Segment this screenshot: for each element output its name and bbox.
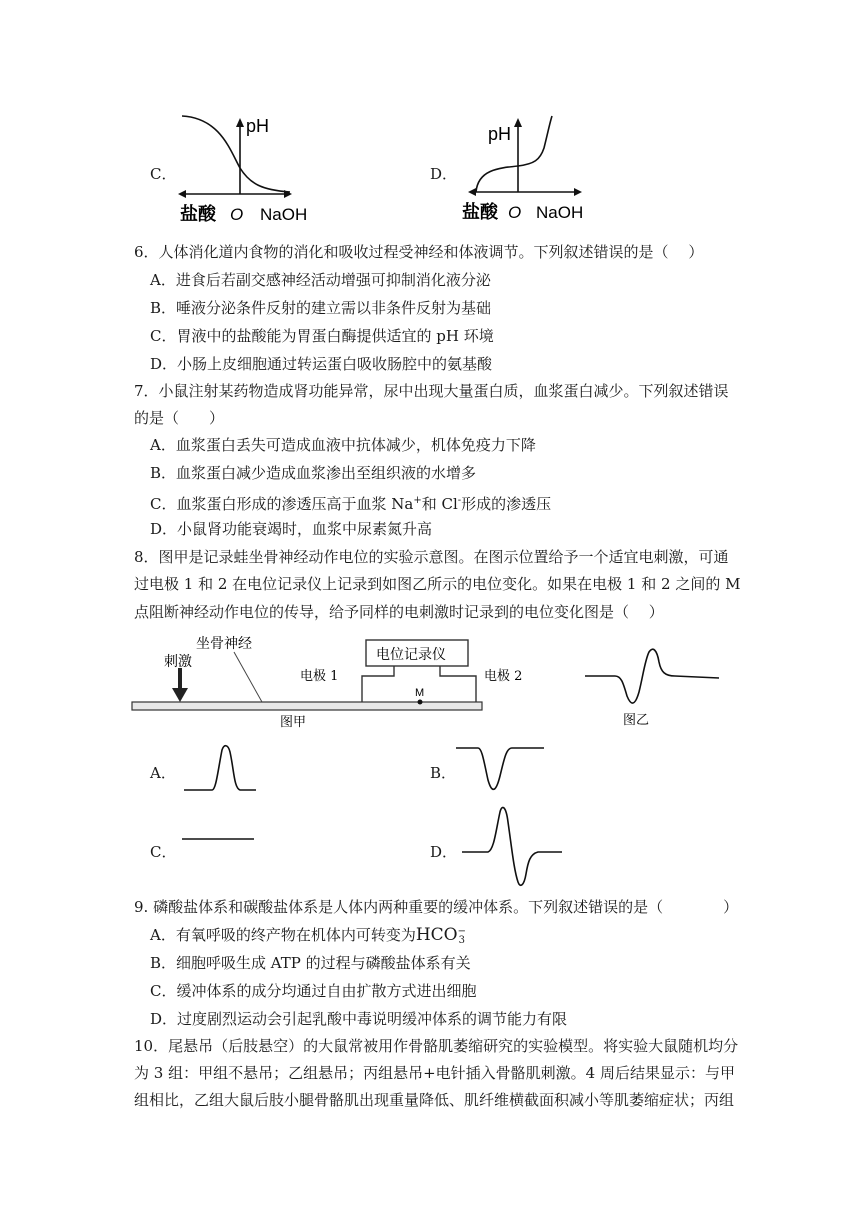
arrow-up-icon <box>236 118 244 127</box>
q8-option-d-waveform <box>458 800 568 892</box>
x-axis-right-label: NaOH <box>260 205 308 224</box>
arrow-left-icon <box>178 190 186 198</box>
q9-option-b: B．细胞呼吸生成 ATP 的过程与磷酸盐体系有关 <box>150 954 471 972</box>
nerve-label: 坐骨神经 <box>196 636 252 652</box>
q5-option-c-label: C． <box>150 165 177 183</box>
q7-stem-line2: 的是（ ） <box>134 409 225 427</box>
q7-stem-line1: 7．小鼠注射某药物造成肾功能异常，尿中出现大量蛋白质，血浆蛋白减少。下列叙述错误 <box>134 382 729 400</box>
x-axis-right-label: NaOH <box>536 203 584 222</box>
arrow-up-icon <box>514 118 522 127</box>
q9-option-a-prefix: A．有氧呼吸的终产物在机体内可转变为 <box>150 926 416 944</box>
x-axis-left-label: 盐酸 <box>462 202 498 223</box>
q9-option-a-formula: HCO <box>415 925 458 945</box>
q6-option-b: B．唾液分泌条件反射的建立需以非条件反射为基础 <box>150 299 492 317</box>
q5-option-d-graph <box>458 110 638 225</box>
arrow-right-icon <box>574 188 582 196</box>
q8-option-c-waveform <box>180 830 260 850</box>
q9-option-d: D．过度剧烈运动会引起乳酸中毒说明缓冲体系的调节能力有限 <box>150 1010 568 1028</box>
x-axis-left-label: 盐酸 <box>180 204 216 225</box>
electrode1-wire <box>362 666 394 702</box>
point-m-dot <box>418 700 423 705</box>
stimulus-label: 刺激 <box>164 654 192 670</box>
large-biphasic-waveform <box>462 807 562 885</box>
q9-option-a <box>150 925 466 945</box>
q7-option-c <box>150 491 551 514</box>
q8-option-b-label: B． <box>430 764 457 782</box>
arrow-left-icon <box>468 188 476 196</box>
figure-a-caption: 图甲 <box>280 715 307 730</box>
q8-stem-line2: 过电极 1 和 2 在电位记录仪上记录到如图乙所示的电位变化。如果在电极 1 和 2 之间的 M <box>134 575 741 593</box>
y-axis-label: pH <box>488 124 512 144</box>
q6-option-c: C．胃液中的盐酸能为胃蛋白酶提供适宜的 pH 环境 <box>150 327 494 345</box>
q10-line1: 10．尾悬吊（后肢悬空）的大鼠常被用作骨骼肌萎缩研究的实验模型。将实验大鼠随机均分 <box>134 1037 739 1055</box>
q8-option-a-label: A． <box>150 764 176 782</box>
q7-option-d: D．小鼠肾功能衰竭时，血浆中尿素氮升高 <box>150 520 433 538</box>
q8-option-d-label: D． <box>430 843 458 861</box>
biphasic-waveform <box>585 649 719 703</box>
q10-line2: 为 3 组：甲组不悬吊；乙组悬吊；丙组悬吊+电针插入骨骼肌刺激。4 周后结果显示：与甲 <box>134 1064 735 1082</box>
stimulus-arrow-icon <box>172 688 188 702</box>
sciatic-nerve-bar <box>132 702 482 710</box>
q7-option-c-suffix: 形成的渗透压 <box>461 495 552 513</box>
q7-option-a: A．血浆蛋白丢失可造成血液中抗体减少，机体免疫力下降 <box>150 436 536 454</box>
q10-line3: 组相比，乙组大鼠后肢小腿骨骼肌出现重量降低、肌纤维横截面积减小等肌萎缩症状；丙组 <box>134 1091 735 1109</box>
q9-option-a-sup: − <box>457 926 467 937</box>
q7-option-c-sup2: - <box>457 495 462 506</box>
origin-label: O <box>230 205 244 224</box>
q9-stem: 9. 磷酸盐体系和碳酸盐体系是人体内两种重要的缓冲体系。下列叙述错误的是（ ） <box>134 898 739 916</box>
q5-option-d-label: D． <box>430 165 458 183</box>
ph-curve <box>182 116 290 192</box>
electrode2-label: 电极 2 <box>484 669 523 684</box>
figure-b-caption: 图乙 <box>623 713 650 728</box>
q7-option-b: B．血浆蛋白减少造成血浆渗出至组织液的水增多 <box>150 464 477 482</box>
nerve-leader-line <box>234 652 262 702</box>
q8-option-c-label: C． <box>150 843 177 861</box>
q9-option-a-sub: 3 <box>458 935 465 946</box>
q8-stem-line1: 8．图甲是记录蛙坐骨神经动作电位的实验示意图。在图示位置给予一个适宜电刺激，可通 <box>134 548 729 566</box>
q7-option-c-prefix: C．血浆蛋白形成的渗透压高于血浆 Na <box>150 495 414 513</box>
q5-option-c-graph <box>170 110 350 225</box>
y-axis-label: pH <box>246 116 270 136</box>
q8-option-a-waveform <box>180 740 260 796</box>
q6-option-a: A．进食后若副交感神经活动增强可抑制消化液分泌 <box>150 271 491 289</box>
electrode1-label: 电极 1 <box>300 669 339 684</box>
positive-spike <box>184 746 256 790</box>
q7-option-c-sup1: + <box>413 495 422 506</box>
electrode2-wire <box>440 666 476 702</box>
q8-figure-a <box>130 630 523 730</box>
q7-option-c-mid: 和 Cl <box>421 495 458 513</box>
point-m-label: M <box>415 687 425 699</box>
q8-option-b-waveform <box>452 740 552 796</box>
origin-label: O <box>508 203 522 222</box>
q6-stem: 6．人体消化道内食物的消化和吸收过程受神经和体液调节。下列叙述错误的是（ ） <box>134 243 704 261</box>
negative-spike <box>456 748 544 789</box>
q8-stem-line3: 点阻断神经动作电位的传导，给予同样的电刺激时记录到的电位变化图是（ ） <box>134 603 664 621</box>
q6-option-d: D．小肠上皮细胞通过转运蛋白吸收肠腔中的氨基酸 <box>150 355 493 373</box>
q8-figure-b <box>585 640 725 730</box>
q9-option-c: C．缓冲体系的成分均通过自由扩散方式进出细胞 <box>150 982 477 1000</box>
recorder-label: 电位记录仪 <box>376 647 446 663</box>
